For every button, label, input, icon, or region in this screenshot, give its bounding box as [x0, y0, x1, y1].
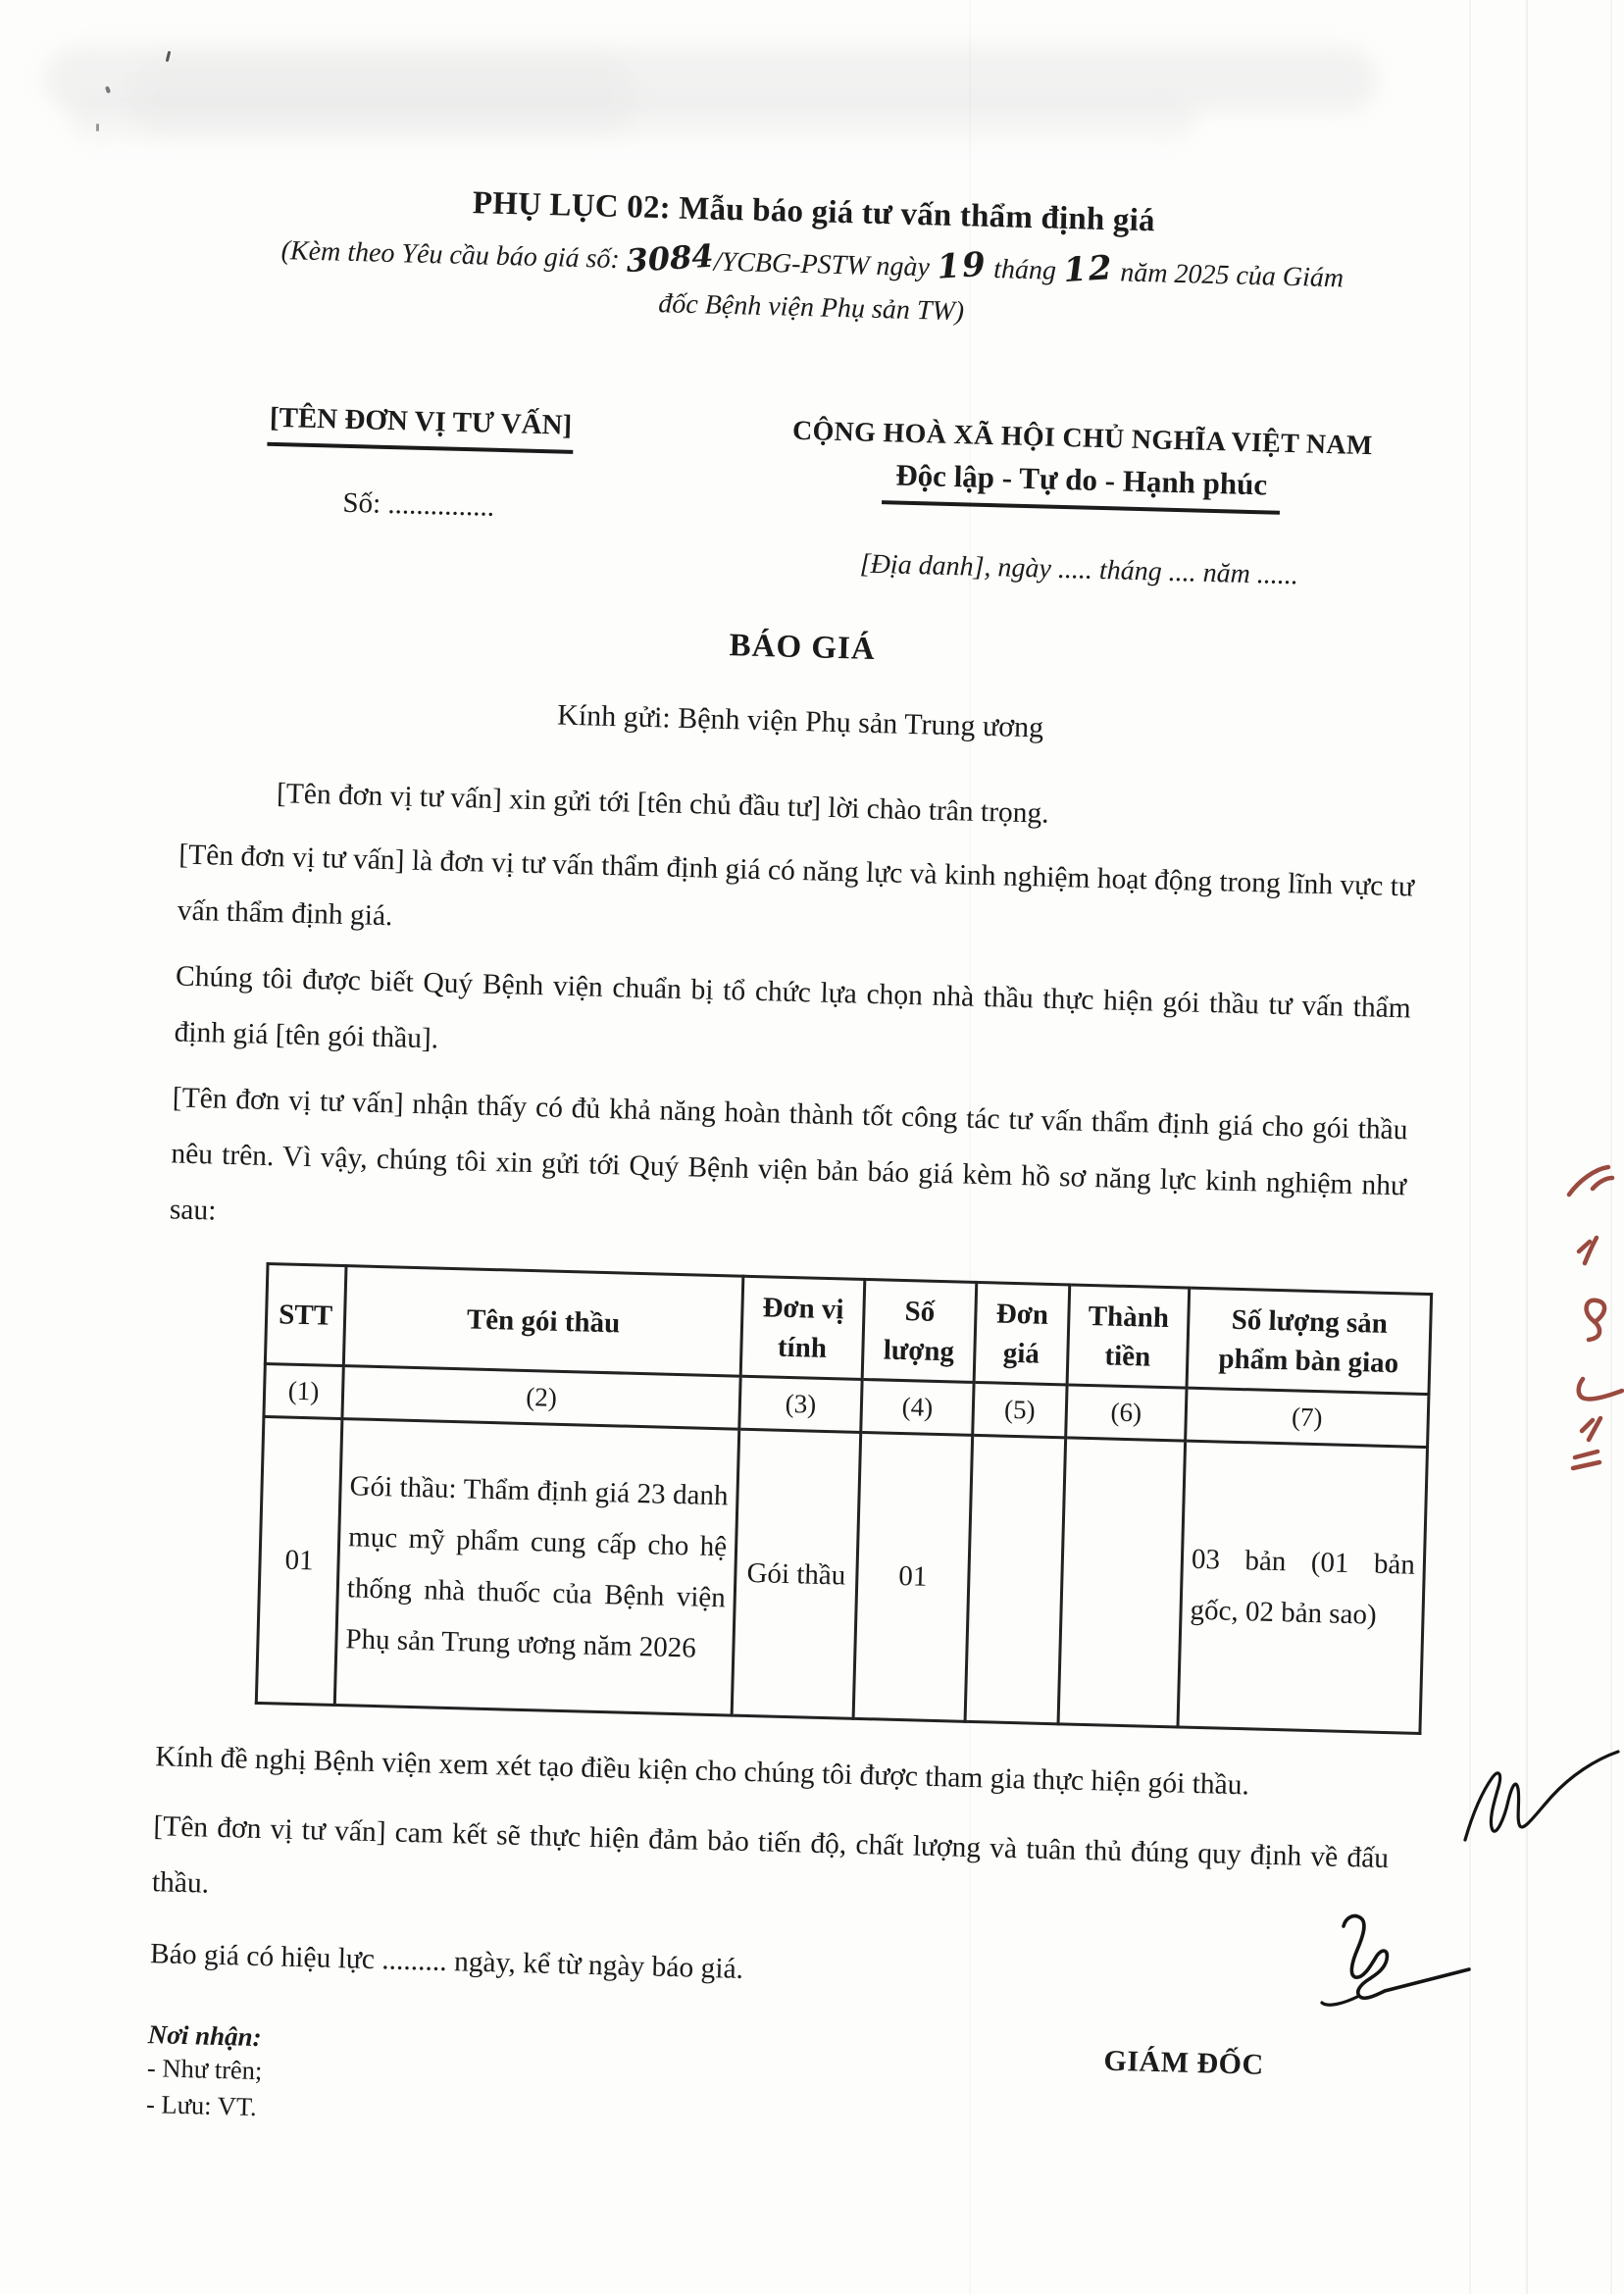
subtitle-text: tháng: [992, 254, 1057, 286]
org-number-line: Số: ...............: [342, 486, 495, 523]
director-signature-scribble: [1314, 1911, 1481, 2009]
doc-title: PHỤ LỤC 02: Mẫu báo giá tư vấn thẩm định giá: [472, 185, 1156, 239]
colnum-2: (2): [342, 1366, 740, 1430]
colnum-4: (4): [861, 1379, 974, 1435]
colnum-6: (6): [1066, 1385, 1187, 1441]
paragraph-request: Kính đề nghị Bệnh viện xem xét tạo điều kiện cho chúng tôi được tham gia thực hiện gói thầu.: [154, 1741, 1250, 1802]
letterhead: [186, 400, 1426, 595]
row-total: [1058, 1438, 1186, 1727]
col-header-stt: STT: [265, 1264, 346, 1366]
paragraph-greeting: [Tên đơn vị tư vấn] xin gửi tới [tên chủ đầu tư] lời chào trân trọng.: [276, 778, 1050, 830]
col-header-deliverables: Số lượng sản phẩm bàn giao: [1187, 1288, 1432, 1394]
org-name-placeholder: [TÊN ĐƠN VỊ TƯ VẤN]: [267, 402, 574, 454]
colnum-5: (5): [973, 1382, 1067, 1437]
col-header-total: Thành tiền: [1067, 1285, 1190, 1388]
subtitle-text: /YCBG-PSTW ngày: [713, 246, 931, 283]
row-unit: Gói thầu: [732, 1429, 861, 1718]
reviewer-initials-scribble: [1453, 1744, 1624, 1861]
row-unit-price: [965, 1435, 1066, 1723]
paragraph-validity: Báo giá có hiệu lực ......... ngày, kể từ ngày báo giá.: [149, 1938, 744, 1985]
red-margin-annotation-marks: [1549, 1157, 1624, 1471]
handwritten-month: 12: [1061, 248, 1115, 291]
signer-title: GIÁM ĐỐC: [1103, 2044, 1265, 2081]
paragraph-commitment: [Tên đơn vị tư vấn] cam kết sẽ thực hiện đảm bảo tiến độ, chất lượng và tuân thủ đúng quy định về đấu thầu.: [151, 1810, 1390, 1900]
recipients-item: - Như trên;: [146, 2053, 263, 2086]
row-package-name: Gói thầu: Thẩm định giá 23 danh mục mỹ phẩm cung cấp cho hệ thống nhà thuốc của Bệnh viện Phụ sản Trung ương năm 2026: [334, 1419, 739, 1716]
doc-heading: BÁO GIÁ: [729, 628, 877, 668]
row-quantity: 01: [853, 1432, 973, 1721]
doc-subtitle: [193, 225, 1431, 346]
salutation-line: Kính gửi: Bệnh viện Phụ sản Trung ương: [556, 698, 1044, 744]
recipients-label: Nơi nhận:: [147, 2019, 263, 2053]
place-date-line: [Địa danh], ngày ..... tháng .... năm ......: [859, 548, 1299, 591]
footer: [146, 2019, 1384, 2155]
handwritten-day: 19: [935, 244, 989, 287]
colnum-1: (1): [264, 1363, 343, 1418]
colnum-3: (3): [739, 1376, 862, 1432]
subtitle-line2: đốc Bệnh viện Phụ sản TW): [657, 288, 965, 328]
col-header-quantity: Số lượng: [862, 1279, 977, 1382]
quote-table: [255, 1262, 1433, 1735]
handwritten-quote-number: 3084: [625, 236, 716, 280]
table-row: [256, 1416, 1427, 1733]
paragraph-awareness: Chúng tôi được biết Quý Bệnh viện chuẩn bị tổ chức lựa chọn nhà thầu thực hiện gói thầu tư vấn thẩm định giá [tên gói thầu].: [174, 960, 1412, 1055]
national-motto: Độc lập - Tự do - Hạnh phúc: [882, 457, 1282, 515]
row-stt: 01: [256, 1416, 342, 1705]
letterhead-right: [736, 414, 1426, 594]
colnum-7: (7): [1186, 1388, 1429, 1447]
row-deliverables: 03 bản (01 bản gốc, 02 bản sao): [1178, 1441, 1428, 1733]
letterhead-left: [186, 400, 651, 575]
subtitle-text: (Kèm theo Yêu cầu báo giá số:: [280, 235, 621, 276]
col-header-unit-price: Đơn giá: [974, 1282, 1070, 1384]
recipients-block: [146, 2019, 571, 2133]
national-header: CỘNG HOÀ XÃ HỘI CHỦ NGHĨA VIỆT NAM: [791, 415, 1374, 462]
subtitle-text: năm 2025 của Giám: [1119, 257, 1345, 294]
paragraph-capability: [Tên đơn vị tư vấn] là đơn vị tư vấn thẩm định giá có năng lực và kinh nghiệm hoạt động trong lĩnh vực tư vấn thẩm định giá.: [177, 839, 1415, 933]
col-header-package: Tên gói thầu: [343, 1266, 743, 1377]
paragraph-offer: [Tên đơn vị tư vấn] nhận thấy có đủ khả năng hoàn thành tốt công tác tư vấn thẩm định giá cho gói thầu nêu trên. Vì vậy, chúng tôi xin gửi tới Quý Bệnh viện bản báo giá kèm hồ sơ năng lực kinh nghiệm như sau:: [169, 1082, 1408, 1227]
recipients-item: - Lưu: VT.: [145, 2089, 258, 2122]
col-header-unit: Đơn vị tính: [740, 1276, 865, 1379]
